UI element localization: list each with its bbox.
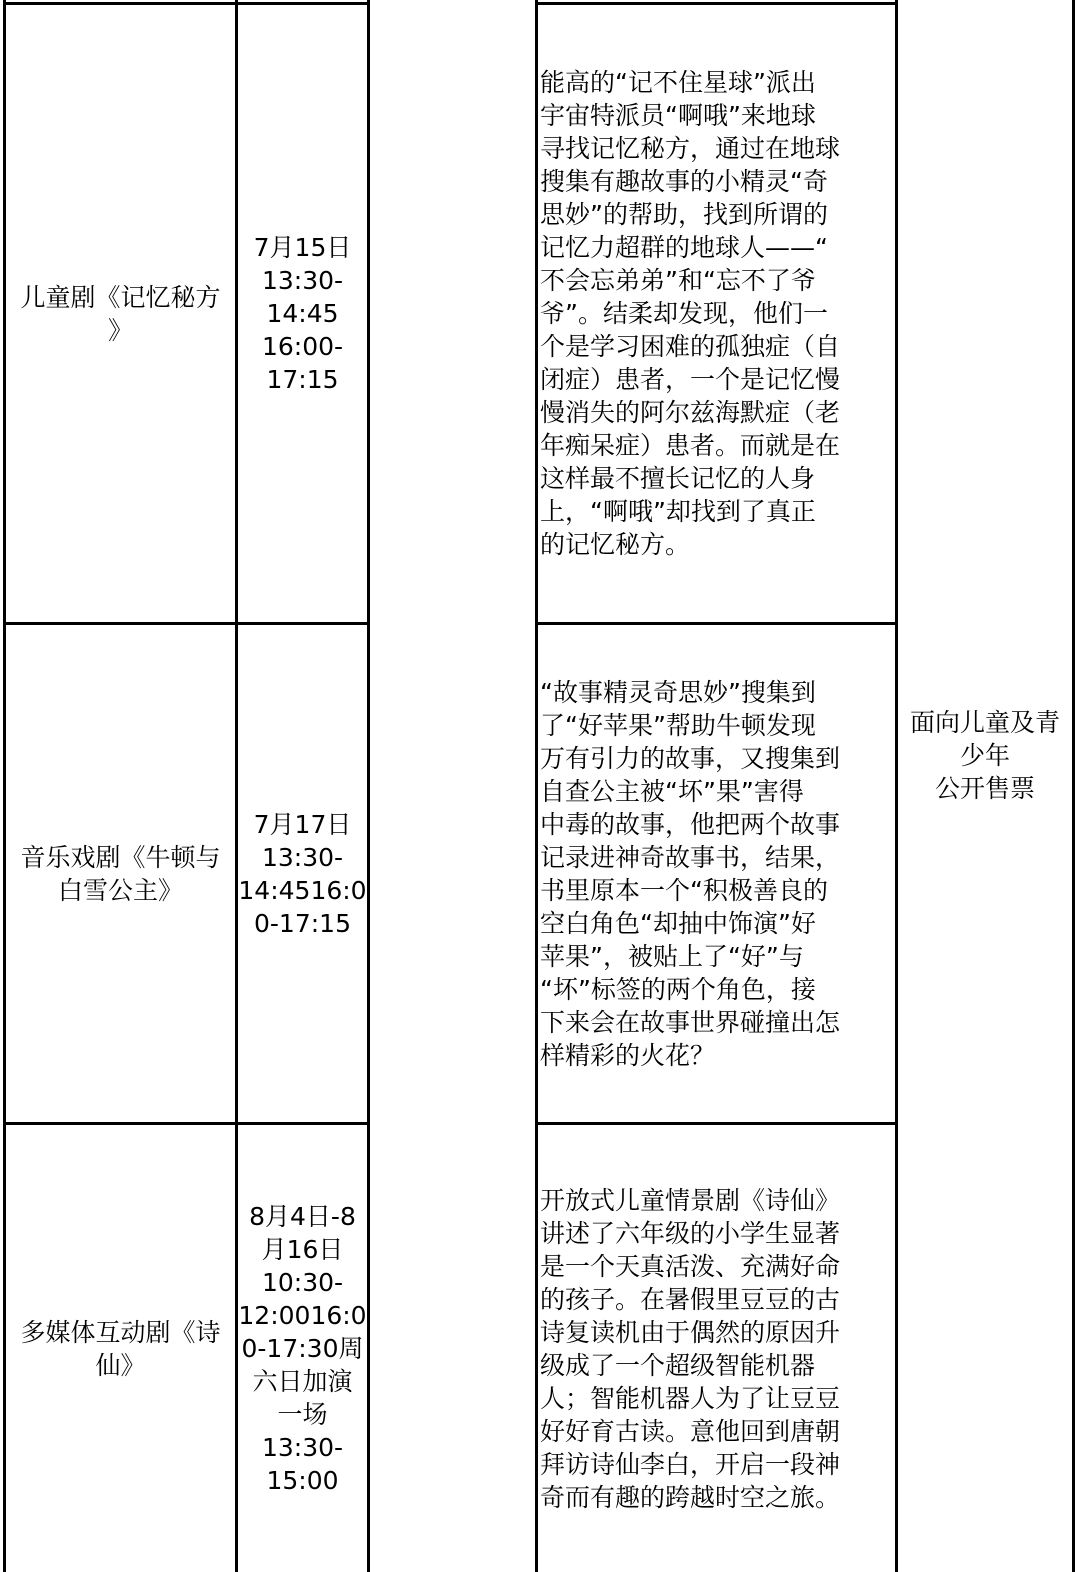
grid-line-vertical <box>535 0 538 1572</box>
show-time: 8月4日-8 月16日 10:30- 12:0016:0 0-17:30周 六日加演 一场 13:30- 15:00 <box>238 1202 367 1495</box>
audience-cell <box>898 706 1072 806</box>
show-description-cell <box>540 5 893 622</box>
show-time-cell <box>238 625 367 1122</box>
show-time-cell <box>238 1125 367 1572</box>
show-time: 7月15日 13:30- 14:45 16:00- 17:15 <box>253 233 352 394</box>
show-time-cell <box>238 5 367 622</box>
show-description-cell <box>540 1125 893 1572</box>
show-title-cell <box>6 1125 235 1572</box>
show-description: “故事精灵奇思妙”搜集到 了“好苹果”帮助牛顿发现 万有引力的故事，又搜集到 自查公主被“坏”果”害得 中毒的故事，他把两个故事 记录进神奇故事书，结果， 书里原本一个“积极善良的 空白角色“却抽中饰演”好 苹果”，被贴上了“好”与 “坏”标签的两个角色，接 下来会在故事世界碰撞出怎 样精彩的火花？ <box>540 677 841 1070</box>
grid-line-vertical <box>367 0 370 1572</box>
show-time: 7月17日 13:30- 14:4516:0 0-17:15 <box>238 809 367 938</box>
audience-text: 面向儿童及青 少年 公开售票 <box>909 708 1060 803</box>
show-title: 音乐戏剧《牛顿与 白雪公主》 <box>20 842 221 905</box>
show-description: 能高的“记不住星球”派出 宇宙特派员“啊哦”来地球 寻找记忆秘方，通过在地球 搜集有趣故事的小精灵“奇 思妙”的帮助，找到所谓的 记忆力超群的地球人——“ 不会忘弟弟”和“忘不了爷 爷”。结柔却发现，他们一 个是学习困难的孤独症（自 闭症）患者，一个是记忆慢 慢消失的阿尔兹海默症（老 年痴呆症）患者。而就是在 这样最不擅长记忆的人身 上，“啊哦”却找到了真正 的记忆秘方。 <box>540 68 841 559</box>
show-title-cell <box>6 625 235 1122</box>
grid-line-vertical <box>1072 0 1075 1572</box>
show-description: 开放式儿童情景剧《诗仙》 讲述了六年级的小学生显著 是一个天真活泼、充满好命 的孩子。在暑假里豆豆的古 诗复读机由于偶然的原因升 级成了一个超级智能机器 人；智能机器人为了让豆豆 好好育古读。意他回到唐朝 拜访诗仙李白，开启一段神 奇而有趣的跨越时空之旅。 <box>540 1185 841 1512</box>
show-description-cell <box>540 625 893 1122</box>
show-title: 儿童剧《记忆秘方 》 <box>20 282 221 345</box>
show-title: 多媒体互动剧《诗 仙》 <box>20 1317 221 1380</box>
show-title-cell <box>6 5 235 622</box>
